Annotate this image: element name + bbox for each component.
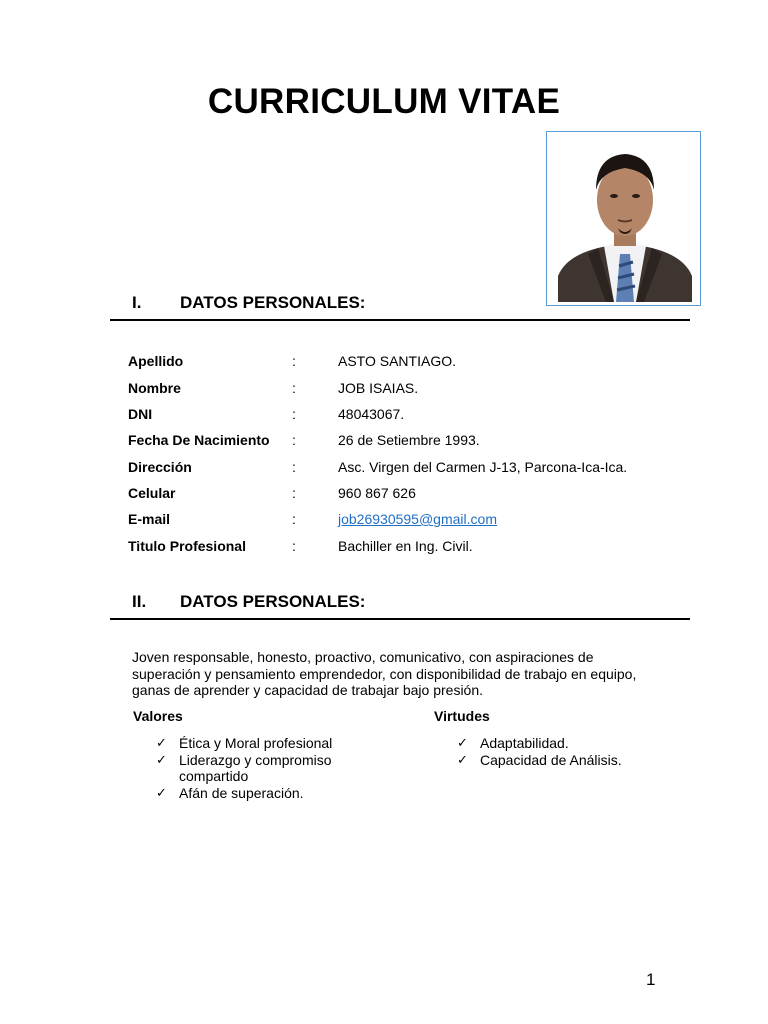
list-item [156, 785, 346, 802]
field-separator: : [292, 406, 296, 422]
page-number: 1 [646, 970, 656, 989]
field-label: Fecha De Nacimiento [128, 432, 270, 448]
field-value: 26 de Setiembre 1993. [338, 432, 480, 448]
photo-frame [546, 131, 701, 306]
field-label: Dirección [128, 459, 192, 475]
list-item-text: Ética y Moral profesional [179, 735, 333, 751]
email-link[interactable]: job26930595@gmail.com [338, 511, 497, 527]
list-item-text: Liderazgo y compromiso compartido [179, 751, 332, 784]
field-row-apellido [128, 353, 688, 373]
field-separator: : [292, 511, 296, 527]
field-row-nombre [128, 380, 688, 400]
virtues-heading: Virtudes [434, 708, 490, 724]
list-item-text: Adaptabilidad. [480, 735, 569, 751]
values-list [156, 735, 346, 801]
checkmark-icon: ✓ [156, 735, 167, 750]
list-item [457, 752, 677, 769]
checkmark-icon: ✓ [457, 751, 468, 767]
field-row-titulo-profesional [128, 538, 688, 558]
list-item-text: Capacidad de Análisis. [480, 751, 622, 768]
document-title: CURRICULUM VITAE [207, 82, 561, 121]
section-2-heading: DATOS PERSONALES: [180, 592, 366, 611]
field-value: Asc. Virgen del Carmen J-13, Parcona-Ica-Ica. [338, 459, 628, 475]
field-row-email [128, 511, 688, 531]
list-item [156, 752, 346, 785]
field-row-celular [128, 485, 688, 505]
field-separator: : [292, 485, 296, 501]
field-value: 960 867 626 [338, 485, 416, 501]
section-1-number: I. [132, 293, 142, 312]
list-item [156, 735, 346, 752]
checkmark-icon: ✓ [457, 735, 468, 750]
field-value: ASTO SANTIAGO. [338, 353, 456, 369]
field-label: Apellido [128, 353, 184, 369]
field-label: DNI [128, 406, 153, 422]
field-separator: : [292, 380, 296, 396]
section-2-header [110, 590, 690, 620]
field-row-dni [128, 406, 688, 426]
values-heading: Valores [133, 708, 183, 724]
section-1-header [110, 291, 690, 321]
list-item-text: Afán de superación. [179, 784, 304, 801]
list-item [457, 735, 677, 752]
field-row-fecha-nacimiento [128, 432, 688, 452]
section-2-number: II. [132, 592, 147, 611]
field-label: Titulo Profesional [128, 538, 246, 554]
field-label: E-mail [128, 511, 171, 527]
field-separator: : [292, 353, 296, 369]
field-label: Nombre [128, 380, 181, 396]
checkmark-icon: ✓ [156, 751, 167, 767]
field-value: 48043067. [338, 406, 405, 422]
field-separator: : [292, 432, 296, 448]
virtues-list [457, 735, 677, 768]
field-separator: : [292, 459, 296, 475]
field-label: Celular [128, 485, 176, 501]
field-separator: : [292, 538, 296, 554]
profile-paragraph: Joven responsable, honesto, proactivo, comunicativo, con aspiraciones de superación y pensamiento emprendedor, con disponibilidad de trabajo en equipo, ganas de aprender y capacidad de trabajar bajo presión. [132, 649, 637, 698]
field-value: Bachiller en Ing. Civil. [338, 538, 473, 554]
section-1-heading: DATOS PERSONALES: [180, 293, 366, 312]
checkmark-icon: ✓ [156, 784, 167, 800]
portrait-photo [558, 138, 692, 302]
field-value: JOB ISAIAS. [338, 380, 419, 396]
field-row-direccion [128, 459, 688, 479]
